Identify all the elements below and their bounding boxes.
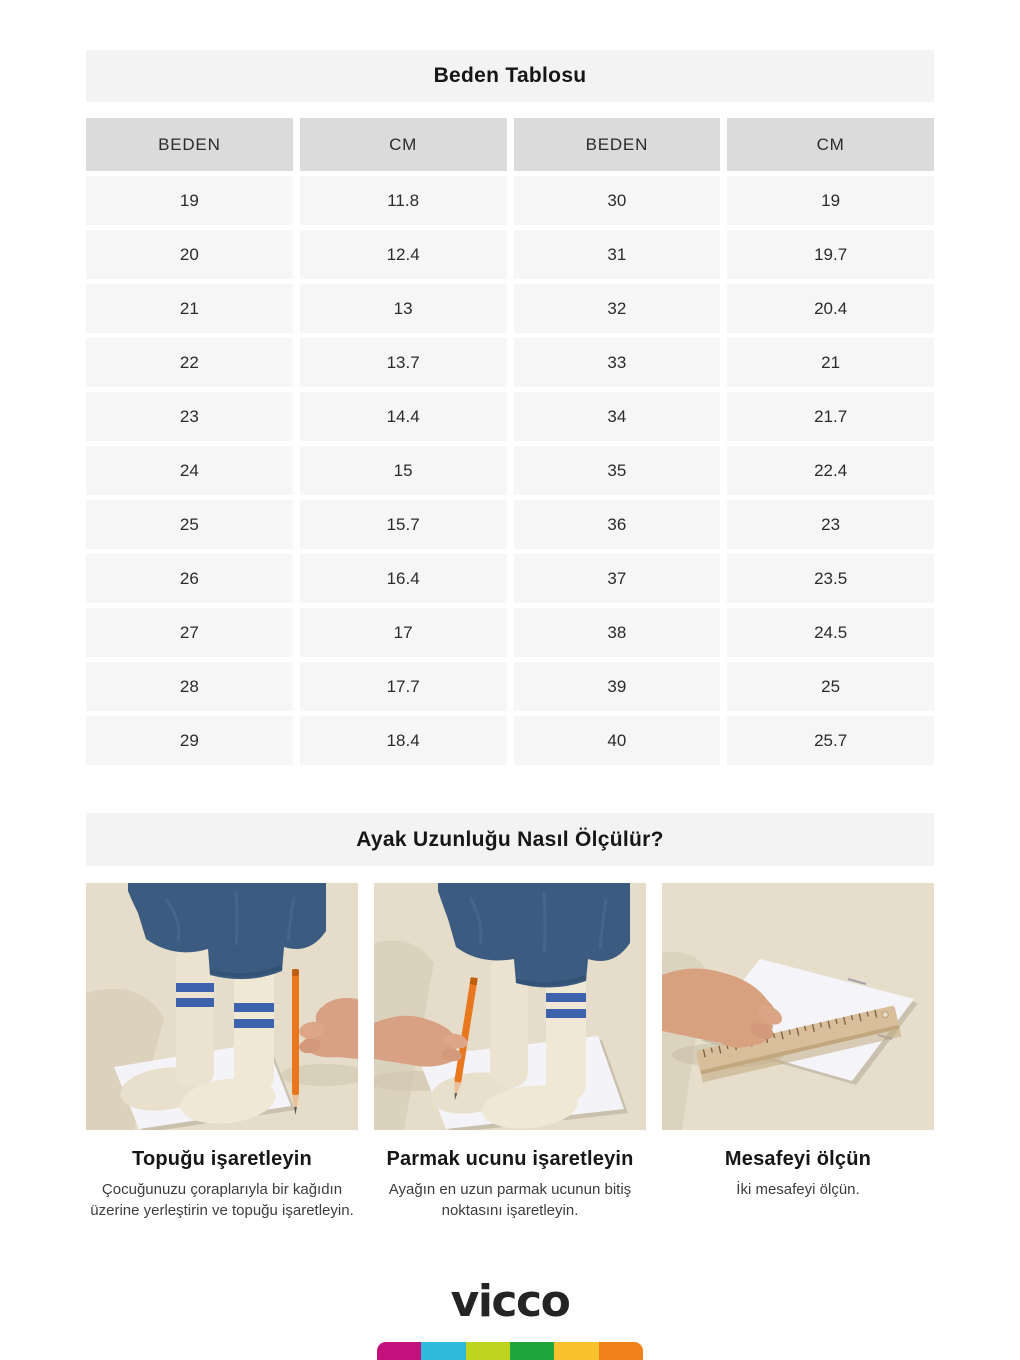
size-cell: 37	[514, 554, 721, 603]
heel-marking-photo	[86, 883, 358, 1130]
size-cell: 13	[300, 284, 507, 333]
toe-marking-photo	[374, 883, 646, 1130]
size-cell: 15	[300, 446, 507, 495]
size-cell: 13.7	[300, 338, 507, 387]
column-header-cm-1: CM	[300, 118, 507, 171]
size-cell: 16.4	[300, 554, 507, 603]
step-mark-heel	[86, 883, 358, 1221]
size-cell: 22.4	[727, 446, 934, 495]
step-description: Çocuğunuzu çoraplarıyla bir kağıdın üzerine yerleştirin ve topuğu işaretleyin.	[90, 1181, 354, 1219]
size-cell: 23	[86, 392, 293, 441]
vicco-logo: vicco	[450, 1276, 570, 1327]
column-header-cm-2: CM	[727, 118, 934, 171]
step-mark-toe	[374, 883, 646, 1221]
size-cell: 26	[86, 554, 293, 603]
measure-section-title: Ayak Uzunluğu Nasıl Ölçülür?	[356, 827, 664, 851]
size-chart-title-band	[86, 50, 934, 102]
brand-bar-segment	[377, 1342, 421, 1360]
size-cell: 21	[86, 284, 293, 333]
brand-bar-segment	[421, 1342, 465, 1360]
size-cell: 19	[727, 176, 934, 225]
measure-section-title-band	[86, 813, 934, 866]
size-cell: 24.5	[727, 608, 934, 657]
column-header-beden-1: BEDEN	[86, 118, 293, 171]
size-guide-page	[86, 50, 934, 1221]
brand-bar-segment	[554, 1342, 598, 1360]
size-cell: 32	[514, 284, 721, 333]
step-heading: Mesafeyi ölçün	[724, 1148, 872, 1170]
step-heading: Topuğu işaretleyin	[132, 1148, 312, 1170]
brand-bar-segment	[599, 1342, 643, 1360]
measure-steps	[86, 883, 934, 1221]
step-heading: Parmak ucunu işaretleyin	[386, 1148, 634, 1170]
size-chart-table	[86, 118, 934, 765]
size-cell: 24	[86, 446, 293, 495]
size-cell: 29	[86, 716, 293, 765]
size-cell: 30	[514, 176, 721, 225]
size-cell: 23.5	[727, 554, 934, 603]
size-cell: 22	[86, 338, 293, 387]
step-description: Ayağın en uzun parmak ucunun bitiş noktasını işaretleyin.	[388, 1181, 632, 1219]
size-cell: 20.4	[727, 284, 934, 333]
size-cell: 33	[514, 338, 721, 387]
size-cell: 18.4	[300, 716, 507, 765]
size-cell: 39	[514, 662, 721, 711]
brand-bar-segment	[510, 1342, 554, 1360]
size-cell: 31	[514, 230, 721, 279]
size-cell: 11.8	[300, 176, 507, 225]
size-cell: 14.4	[300, 392, 507, 441]
size-cell: 25	[86, 500, 293, 549]
size-cell: 17	[300, 608, 507, 657]
size-chart-title: Beden Tablosu	[433, 64, 587, 87]
size-cell: 17.7	[300, 662, 507, 711]
size-cell: 28	[86, 662, 293, 711]
step-description: İki mesafeyi ölçün.	[736, 1181, 860, 1198]
size-cell: 19	[86, 176, 293, 225]
size-cell: 34	[514, 392, 721, 441]
brand-color-bar	[377, 1342, 643, 1360]
brand-bar-segment	[466, 1342, 510, 1360]
size-cell: 35	[514, 446, 721, 495]
ruler-measuring-photo	[662, 883, 934, 1130]
step-measure-distance	[662, 883, 934, 1221]
size-cell: 12.4	[300, 230, 507, 279]
size-cell: 15.7	[300, 500, 507, 549]
size-cell: 40	[514, 716, 721, 765]
size-cell: 23	[727, 500, 934, 549]
size-cell: 38	[514, 608, 721, 657]
size-cell: 25	[727, 662, 934, 711]
size-cell: 20	[86, 230, 293, 279]
column-header-beden-2: BEDEN	[514, 118, 721, 171]
size-cell: 21.7	[727, 392, 934, 441]
size-cell: 25.7	[727, 716, 934, 765]
size-cell: 36	[514, 500, 721, 549]
size-cell: 19.7	[727, 230, 934, 279]
size-cell: 21	[727, 338, 934, 387]
size-cell: 27	[86, 608, 293, 657]
